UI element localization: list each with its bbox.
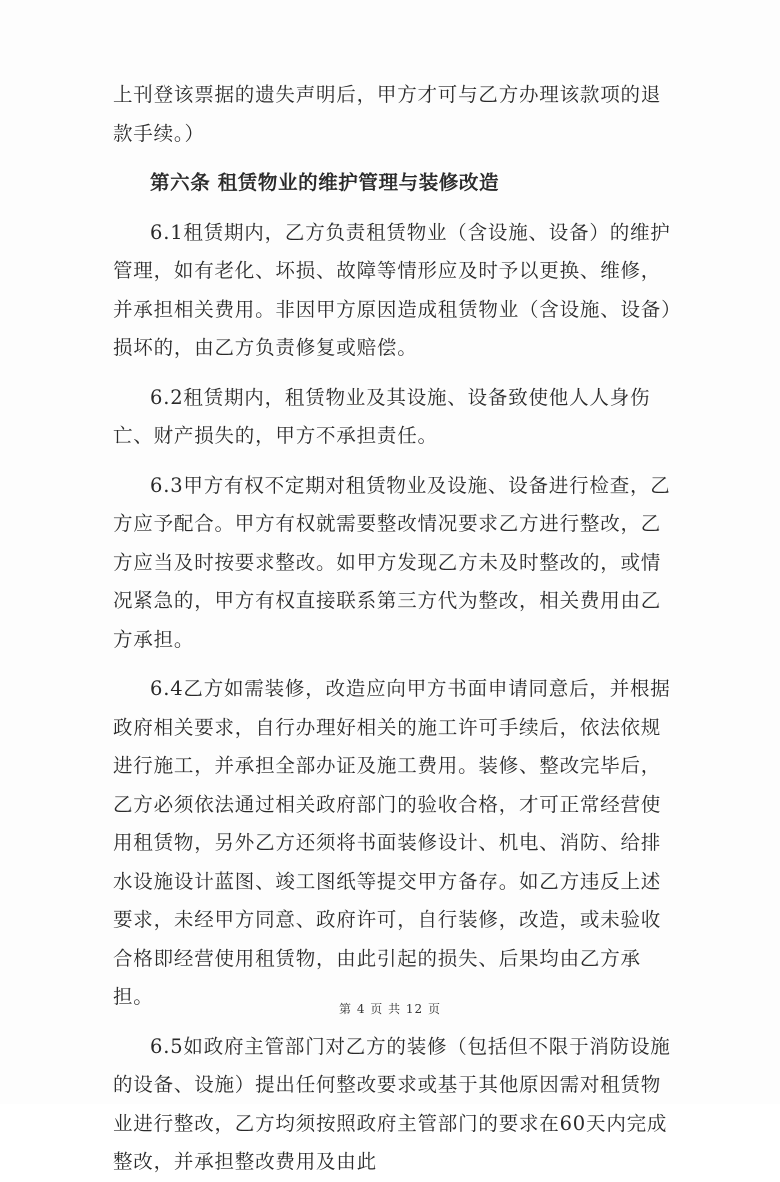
clause-6-4: 6.4乙方如需装修，改造应向甲方书面申请同意后，并根据政府相关要求，自行办理好相关的施工许可手续后，依法依规进行施工，并承担全部办证及施工费用。装修、整改完毕后，乙方必须依法通过相关政府部门的验收合格，才可正常经营使用租赁物，另外乙方还须将书面装修设计、机电、消防、给排水设施设计蓝图、竣工图纸等提交甲方备存。如乙方违反上述要求，未经甲方同意、政府许可，自行装修，改造，或未验收合格即经营使用租赁物，由此引起的损失、后果均由乙方承担。	[113, 677, 671, 1008]
section-heading: 第六条 租赁物业的维护管理与装修改造	[150, 171, 500, 194]
clause-6-2: 6.2租赁期内，租赁物业及其设施、设备致使他人人身伤亡、财产损失的，甲方不承担责任。	[113, 385, 651, 447]
clause-6-1: 6.1租赁期内，乙方负责租赁物业（含设施、设备）的维护管理，如有老化、坏损、故障等情形应及时予以更换、维修，并承担相关费用。非因甲方原因造成租赁物业（含设施、设备）损坏的，由乙方负责修复或赔偿。	[113, 220, 672, 359]
page-number-footer: 第 4 页 共 12 页	[339, 1002, 441, 1016]
clause-6-5: 6.5如政府主管部门对乙方的装修（包括但不限于消防设施的设备、设施）提出任何整改要求或基于其他原因需对租赁物业进行整改，乙方均须按照政府主管部门的要求在60天内完成整改，并承担整改费用及由此	[113, 1034, 671, 1173]
clause-6-3: 6.3甲方有权不定期对租赁物业及设施、设备进行检查，乙方应予配合。甲方有权就需要整改情况要求乙方进行整改，乙方应当及时按要求整改。如甲方发现乙方未及时整改的，或情况紧急的，甲方有权直接联系第三方代为整改，相关费用由乙方承担。	[113, 473, 671, 651]
paragraph-continuation: 上刊登该票据的遗失声明后，甲方才可与乙方办理该款项的退款手续。）	[113, 83, 662, 145]
